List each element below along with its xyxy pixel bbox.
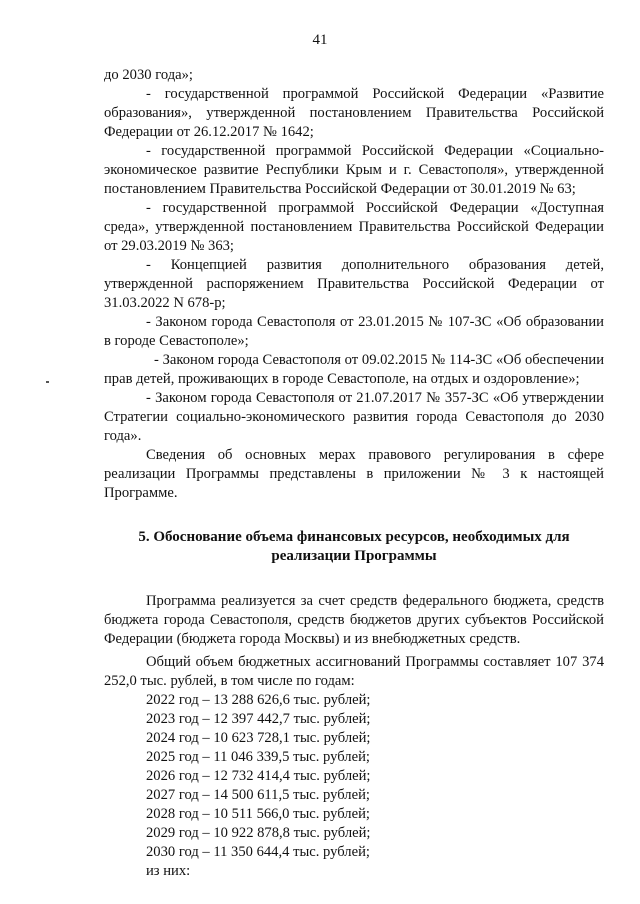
section-heading-line1: 5. Обоснование объема финансовых ресурсов, необходимых для xyxy=(138,529,570,545)
section-heading-line2: реализации Программы xyxy=(271,548,437,564)
budget-year-2025: 2025 год – 11 046 339,5 тыс. рублей; xyxy=(146,749,370,765)
budget-year-2022: 2022 год – 13 288 626,6 тыс. рублей; xyxy=(146,692,371,708)
list-item-law-education: - Законом города Севастополя от 23.01.2015 № 107-ЗС «Об образовании в городе Севастополе»; xyxy=(104,314,604,349)
list-item-program-accessible-environment: - государственной программой Российской Федерации «Доступная среда», утвержденной постановлением Правительства Российской Федерации от 29.03.2019 № 363; xyxy=(104,200,604,254)
list-item-program-education: - государственной программой Российской Федерации «Развитие образования», утвержденной постановлением Правительства Российской Федерации от 26.12.2017 № 1642; xyxy=(104,86,604,140)
closing-phrase: из них: xyxy=(146,863,191,879)
budget-by-year-list xyxy=(104,691,604,881)
list-item-law-children-rights: - Законом города Севастополя от 09.02.2015 № 114-ЗС «Об обеспечении прав детей, проживающих в городе Севастополе, на отдых и оздоровление»; xyxy=(104,352,604,387)
list-item-concept-additional-education: - Концепцией развития дополнительного образования детей, утвержденной распоряжением Правительства Российской Федерации от 31.03.2022 N 678-р; xyxy=(104,257,604,311)
page-content xyxy=(104,66,604,881)
budget-year-2027: 2027 год – 14 500 611,5 тыс. рублей; xyxy=(146,787,370,803)
budget-year-2023: 2023 год – 12 397 442,7 тыс. рублей; xyxy=(146,711,371,727)
paragraph-legal-regulation: Сведения об основных мерах правового регулирования в сфере реализации Программы представлены в приложении № 3 к настоящей Программе. xyxy=(104,447,604,501)
budget-year-2029: 2029 год – 10 922 878,8 тыс. рублей; xyxy=(146,825,371,841)
paragraph-continuation: до 2030 года»; xyxy=(104,67,193,83)
paragraph-total-budget: Общий объем бюджетных ассигнований Программы составляет 107 374 252,0 тыс. рублей, в том числе по годам: xyxy=(104,654,604,689)
budget-year-2024: 2024 год – 10 623 728,1 тыс. рублей; xyxy=(146,730,371,746)
budget-year-2030: 2030 год – 11 350 644,4 тыс. рублей; xyxy=(146,844,370,860)
page-number: 41 xyxy=(312,32,328,48)
list-item-law-strategy: - Законом города Севастополя от 21.07.2017 № 357-ЗС «Об утверждении Стратегии социально-экономического развития города Севастополя до 2030 года». xyxy=(104,390,604,444)
paragraph-funding-sources: Программа реализуется за счет средств федерального бюджета, средств бюджета города Севастополя, средств бюджетов других субъектов Российской Федерации (бюджета города Москвы) и из внебюджетных средств. xyxy=(104,593,604,647)
list-item-program-crimea: - государственной программой Российской Федерации «Социально-экономическое развитие Республики Крым и г. Севастополя», утвержденной постановлением Правительства Российской Федерации от 30.01.2019 № 63; xyxy=(104,143,604,197)
budget-year-2026: 2026 год – 12 732 414,4 тыс. рублей; xyxy=(146,768,371,784)
budget-year-2028: 2028 год – 10 511 566,0 тыс. рублей; xyxy=(146,806,370,822)
section-heading xyxy=(104,528,604,566)
scan-mark xyxy=(46,381,49,383)
